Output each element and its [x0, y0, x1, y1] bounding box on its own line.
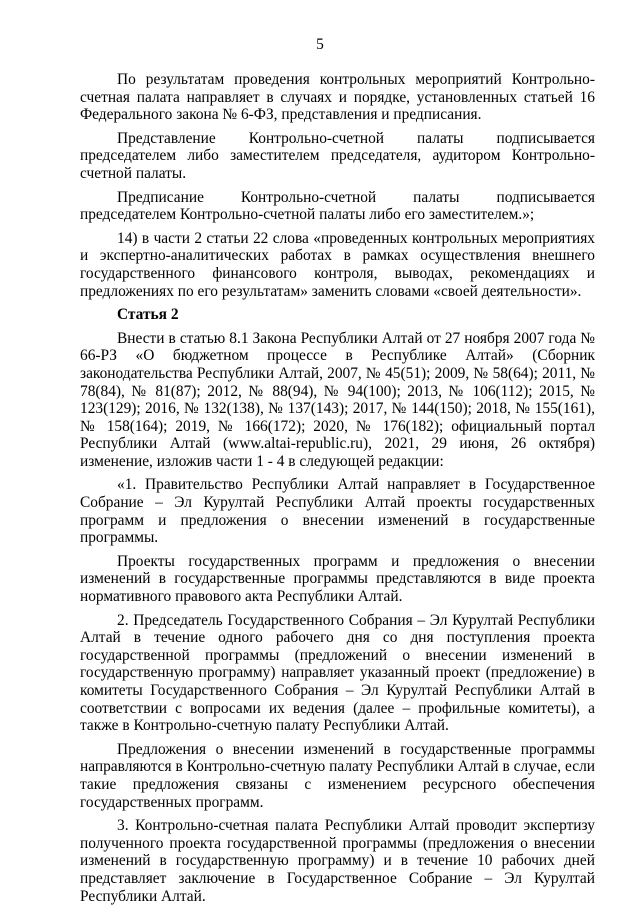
paragraph: 14) в части 2 статьи 22 слова «проведенных контрольных мероприятиях и экспертно-аналитических работах в рамках осуществления внешнего государственного финансового контроля, выводах, рекомендациях и предложениях по его результатам» заменить словами «своей деятельности».: [80, 229, 595, 300]
document-body: [80, 71, 595, 911]
article-heading: Статья 2: [117, 306, 179, 324]
paragraph: Предложения о внесении изменений в государственные программы направляются в Контрольно-счетную палату Республики Алтай в случае, если такие предложения связаны с изменением ресурсного обеспечения государственных программ.: [80, 740, 595, 811]
paragraph: Предписание Контрольно-счетной палаты подписывается председателем Контрольно-счетной палаты либо его заместителем.»;: [80, 188, 595, 224]
paragraph: 3. Контрольно-счетная палата Республики Алтай проводит экспертизу полученного проекта государственной программы (предложения о внесении изменений в государственную программу) и в течение 10 рабочих дней представляет заключение в Государственное Собрание – Эл Курултай Республики Алтай.: [80, 817, 595, 905]
paragraph: «1. Правительство Республики Алтай направляет в Государственное Собрание – Эл Курултай Республики Алтай проекты государственных программ и предложения о внесении изменений в государственные программы.: [80, 476, 595, 547]
paragraph: Проекты государственных программ и предложения о внесении изменений в государственные программы представляются в виде проекта нормативного правового акта Республики Алтай.: [80, 552, 595, 606]
paragraph: 2. Председатель Государственного Собрания – Эл Курултай Республики Алтай в течение одного рабочего дня со дня поступления проекта государственной программы (предложений о внесении изменений в государственную программу) направляет указанный проект (предложение) в комитеты Государственного Собрания – Эл Курултай Республики Алтай в соответствии с вопросами их ведения (далее – профильные комитеты), а также в Контрольно-счетную палату Республики Алтай.: [80, 611, 595, 735]
paragraph: Внести в статью 8.1 Закона Республики Алтай от 27 ноября 2007 года № 66-РЗ «О бюджетном процессе в Республике Алтай» (Сборник законодательства Республики Алтай, 2007, № 45(51); 2009, № 58(64); 2011, № 78(84), № 81(87); 2012, № 88(94), № 94(100); 2013, № 106(112); 2015, № 123(129); 2016, № 132(138), № 137(143); 2017, № 144(150); 2018, № 155(161), № 158(164); 2019, № 166(172); 2020, № 176(182); официальный портал Республики Алтай (www.altai-republic.ru), 2021, 29 июня, 26 октября) изменение, изложив части 1 - 4 в следующей редакции:: [80, 329, 595, 470]
page-number: 5: [316, 36, 324, 53]
paragraph: По результатам проведения контрольных мероприятий Контрольно-счетная палата направляет в случаях и порядке, установленных статьей 16 Федерального закона № 6-ФЗ, представления и предписания.: [80, 71, 595, 124]
paragraph: Представление Контрольно-счетной палаты подписывается председателем либо заместителем председателя, аудитором Контрольно-счетной палаты.: [80, 129, 595, 182]
